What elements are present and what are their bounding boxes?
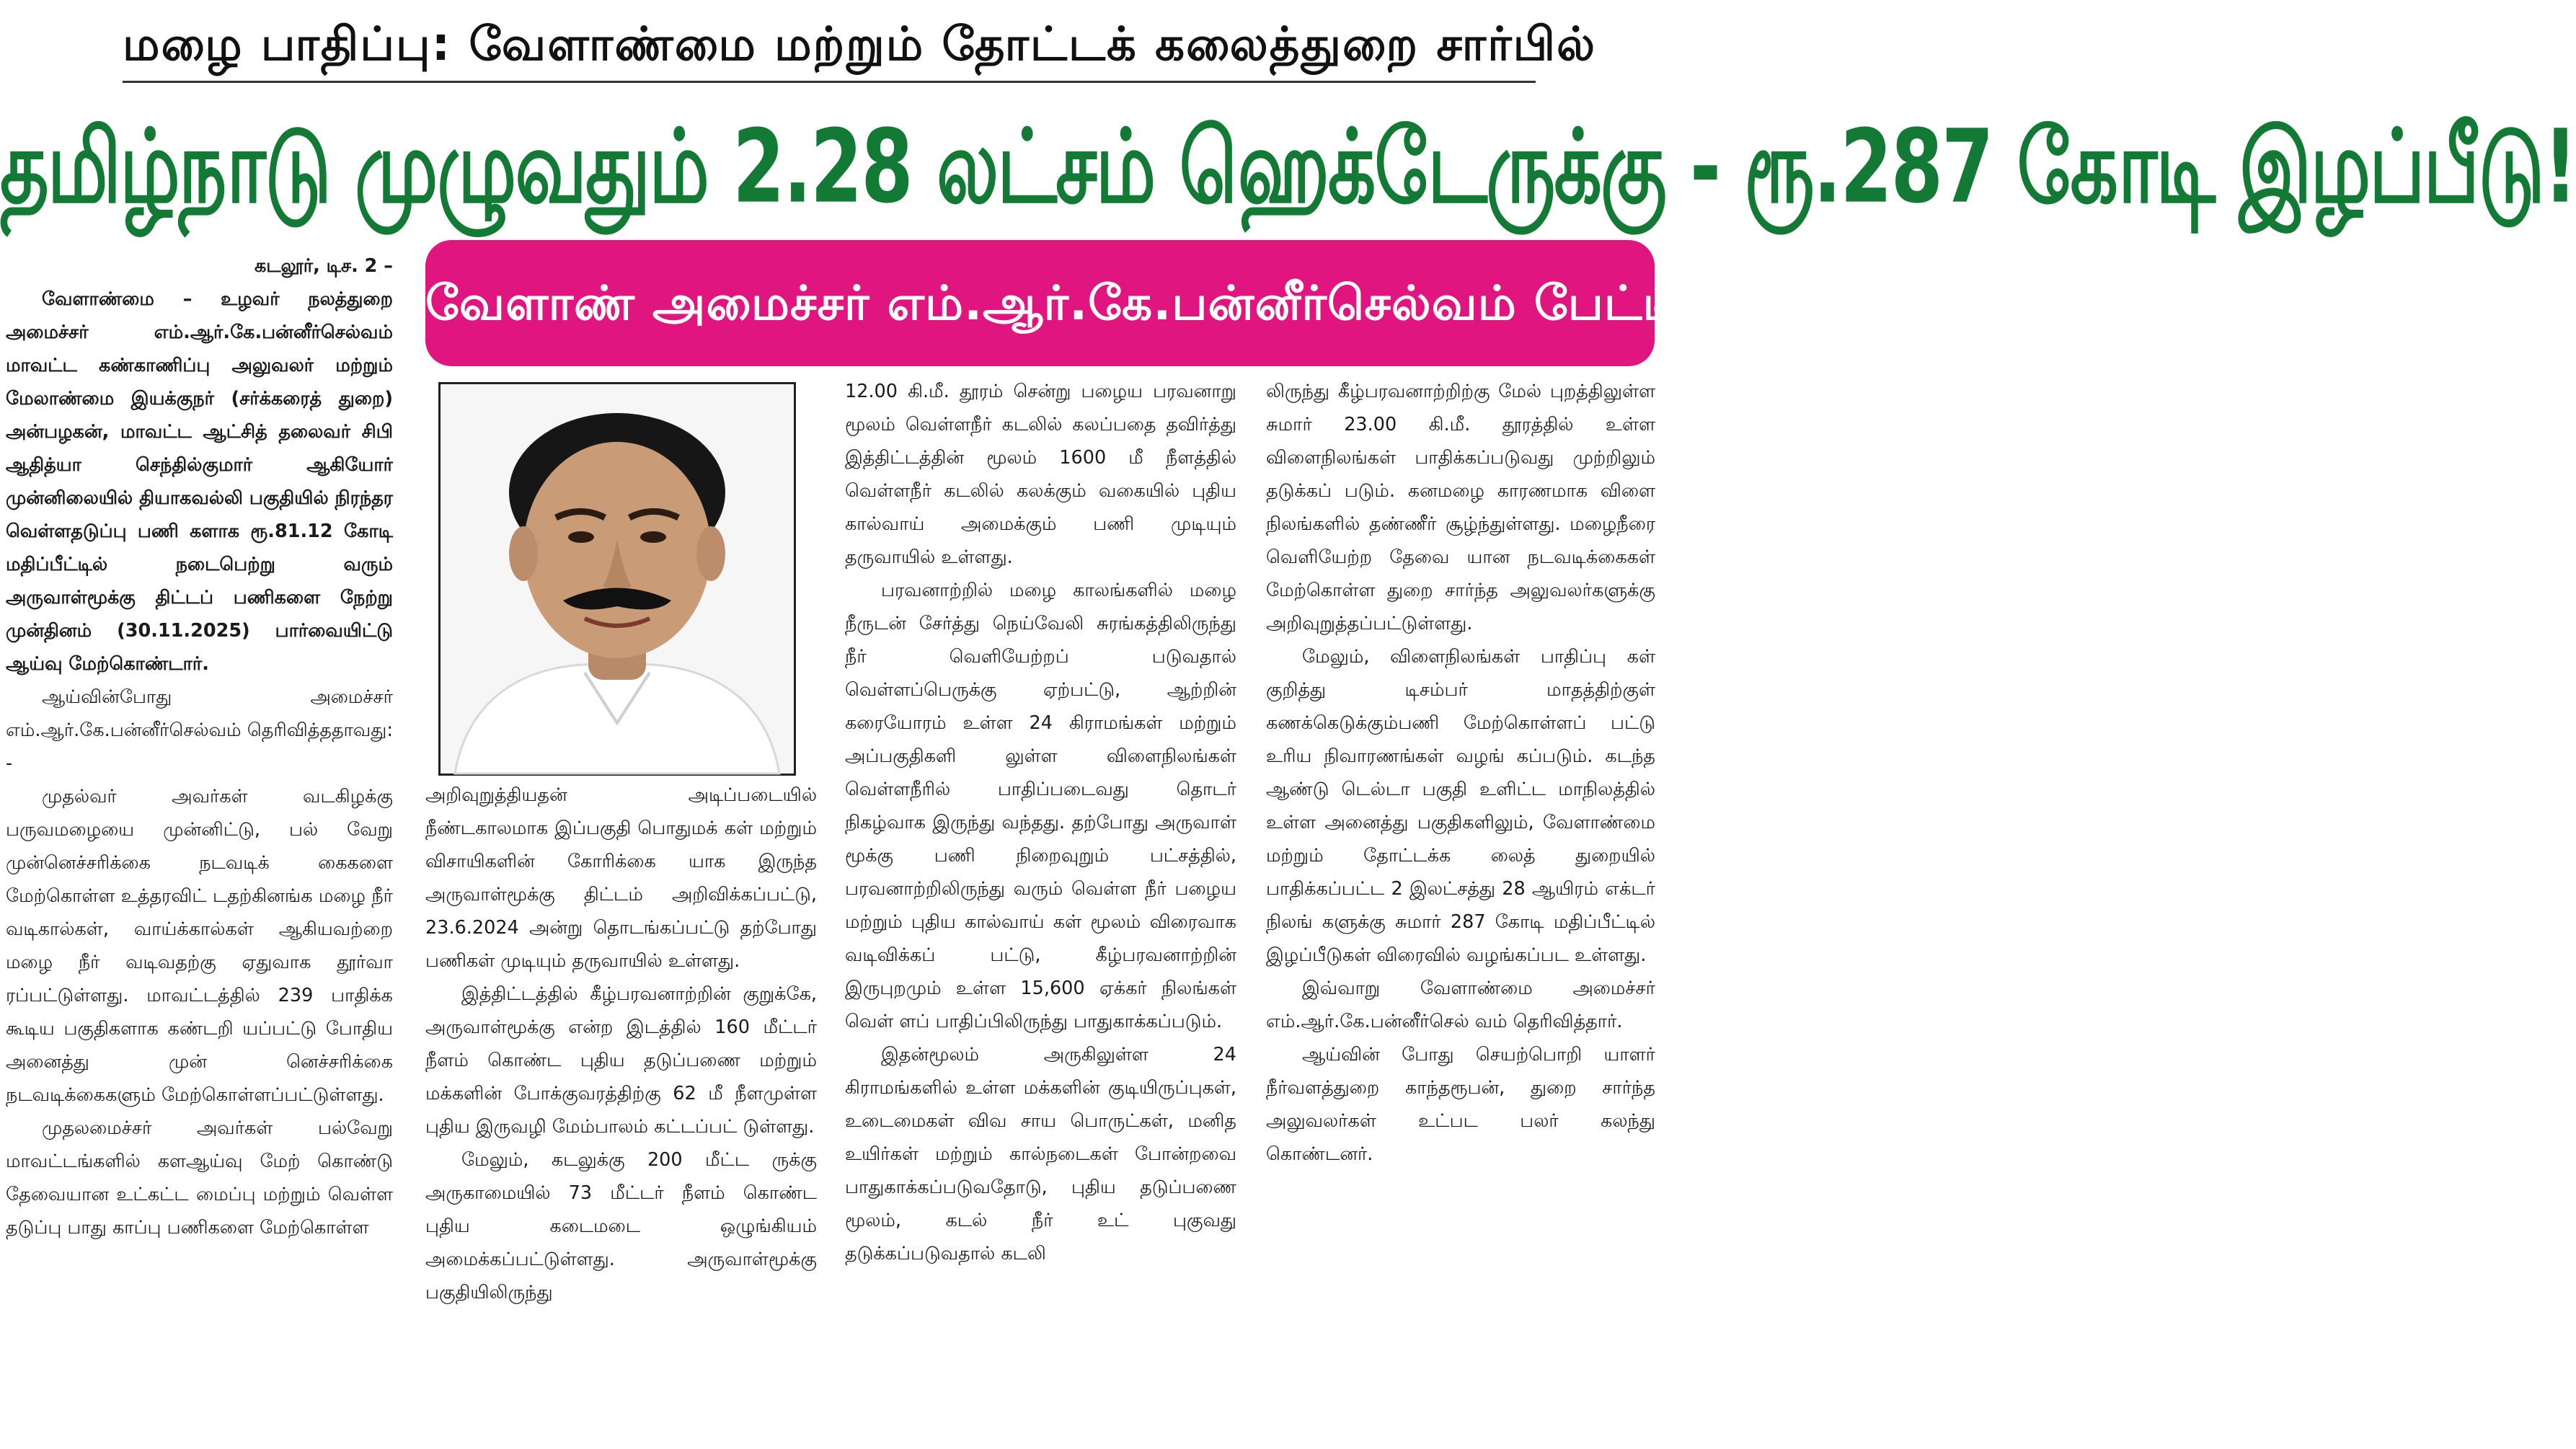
paragraph: மேலும், விளைநிலங்கள் பாதிப்பு கள் குறித்து டிசம்பர் மாதத்திற்குள் கணக்கெடுக்கும்பணி மேற்கொள்ளப் பட்டு உரிய நிவாரணங்கள் வழங் கப்படும். கடந்த ஆண்டு டெல்டா பகுதி உளிட்ட மாநிலத்தில் உள்ள அனைத்து பகுதிகளிலும், வேளாண்மை மற்றும் தோட்டக்க லைத் துறையில் பாதிக்கப்பட்ட 2 இலட்சத்து 28 ஆயிரம் எக்டர் நிலங் களுக்கு சுமார் 287 கோடி மதிப்பீட்டில் இழப்பீடுகள் விரைவில் வழங்கப்பட உள்ளது.: [1266, 646, 1655, 966]
lead-paragraph: வேளாண்மை – உழவர் நலத்துறை அமைச்சர் எம்.ஆர்.கே.பன்னீர்செல்வம் மாவட்ட கண்காணிப்பு அலுவலர் மற்றும் மேலாண்மை இயக்குநர் (சர்க்கரைத் துறை) அன்பழகன், மாவட்ட ஆட்சித் தலைவர் சிபி ஆதித்யா செந்தில்குமார் ஆகியோர் முன்னிலையில் தியாகவல்லி பகுதியில் நிரந்தர வெள்ளதடுப்பு பணி களாக ரூ.81.12 கோடி மதிப்பீட்டில் நடைபெற்று வரும் அருவாள்மூக்கு திட்டப் பணிகளை நேற்று முன்தினம் (30.11.2025) பார்வையிட்டு ஆய்வு மேற்கொண்டார்.: [6, 288, 393, 675]
paragraph: லிருந்து கீழ்பரவனாற்றிற்கு மேல் புறத்திலுள்ள சுமார் 23.00 கி.மீ. தூரத்தில் உள்ள விளைநிலங்கள் பாதிக்கப்படுவது முற்றிலும் தடுக்கப் படும். கனமழை காரணமாக விளை நிலங்களில் தண்ணீர் சூழ்ந்துள்ளது. மழைநீரை வெளியேற்ற தேவை யான நடவடிக்கைகள் மேற்கொள்ள துறை சார்ந்த அலுவலர்களுக்கு அறிவுறுத்தப்பட்டுள்ளது.: [1266, 381, 1655, 634]
kicker-headline: மழை பாதிப்பு: வேளாண்மை மற்றும் தோட்டக் கலைத்துறை சார்பில்: [123, 18, 1597, 71]
article-column-3: [845, 375, 1236, 1446]
article-column-1: [6, 249, 393, 1446]
paragraph: இத்திட்டத்தில் கீழ்பரவனாற்றின் குறுக்கே, அருவாள்மூக்கு என்ற இடத்தில் 160 மீட்டர் நீளம் கொண்ட புதிய தடுப்பணை மற்றும் மக்களின் போக்குவரத்திற்கு 62 மீ நீளமுள்ள புதிய இருவழி மேம்பாலம் கட்டப்பட் டுள்ளது.: [425, 983, 817, 1138]
dateline: கடலூர், டிச. 2 –: [254, 255, 393, 277]
paragraph: பரவனாற்றில் மழை காலங்களில் மழை நீருடன் சேர்த்து நெய்வேலி சுரங்கத்திலிருந்து நீர் வெளியேற்றப் படுவதால் வெள்ளப்பெருக்கு ஏற்பட்டு, ஆற்றின் கரையோரம் உள்ள 24 கிராமங்கள் மற்றும் அப்பகுதிகளி லுள்ள விளைநிலங்கள் வெள்ளநீரில் பாதிப்படைவது தொடர் நிகழ்வாக இருந்து வந்தது. தற்போது அருவாள் மூக்கு பணி நிறைவுறும் பட்சத்தில், பரவனாற்றிலிருந்து வரும் வெள்ள நீர் பழைய மற்றும் புதிய கால்வாய் கள் மூலம் விரைவாக வடிவிக்கப் பட்டு, கீழ்பரவனாற்றின் இருபுறமும் உள்ள 15,600 ஏக்கர் நிலங்கள் வெள் ளப் பாதிப்பிலிருந்து பாதுகாக்கப்படும்.: [845, 580, 1236, 1032]
paragraph: அறிவுறுத்தியதன் அடிப்படையில் நீண்டகாலமாக இப்பகுதி பொதுமக் கள் மற்றும் விசாயிகளின் கோரிக்கை யாக இருந்த அருவாள்மூக்கு திட்டம் அறிவிக்கப்பட்டு, 23.6.2024 அன்று தொடங்கப்பட்டு தற்போது பணிகள் முடியும் தருவாயில் உள்ளது.: [425, 784, 817, 972]
minister-portrait-image: [441, 384, 794, 774]
paragraph: முதலமைச்சர் அவர்கள் பல்வேறு மாவட்டங்களில் களஆய்வு மேற் கொண்டு தேவையான உட்கட்ட மைப்பு மற்றும் வெள்ள தடுப்பு பாது காப்பு பணிகளை மேற்கொள்ள: [6, 1117, 393, 1238]
subheadline-banner: [425, 240, 1704, 366]
main-headline: தமிழ்நாடு முழுவதும் 2.28 லட்சம் ஹெக்டேருக்கு - ரூ.287 கோடி இழப்பீடு!: [0, 107, 2576, 226]
paragraph: முதல்வர் அவர்கள் வடகிழக்கு பருவமழையை முன்னிட்டு, பல் வேறு முன்னெச்சரிக்கை நடவடிக் கைகளை மேற்கொள்ள உத்தரவிட் டதற்கினங்க மழை நீர் வடிகால்கள், வாய்க்கால்கள் ஆகியவற்றை மழை நீர் வடிவதற்கு ஏதுவாக தூர்வா ரப்பட்டுள்ளது. மாவட்டத்தில் 239 பாதிக்க கூடிய பகுதிகளாக கண்டறி யப்பட்டு போதிய அனைத்து முன் னெச்சரிக்கை நடவடிக்கைகளும் மேற்கொள்ளப்பட்டுள்ளது.: [6, 786, 393, 1106]
minister-photo: [438, 382, 796, 776]
paragraph: 12.00 கி.மீ. தூரம் சென்று பழைய பரவனாறு மூலம் வெள்ளநீர் கடலில் கலப்பதை தவிர்த்து இத்திட்டத்தின் மூலம் 1600 மீ நீளத்தில் வெள்ளநீர் கடலில் கலக்கும் வகையில் புதிய கால்வாய் அமைக்கும் பணி முடியும் தருவாயில் உள்ளது.: [845, 381, 1236, 568]
paragraph: ஆய்வின்போது அமைச்சர் எம்.ஆர்.கே.பன்னீர்செல்வம் தெரிவித்ததாவது: -: [6, 686, 393, 774]
paragraph: இவ்வாறு வேளாண்மை அமைச்சர் எம்.ஆர்.கே.பன்னீர்செல் வம் தெரிவித்தார்.: [1266, 978, 1655, 1032]
paragraph: இதன்மூலம் அருகிலுள்ள 24 கிராமங்களில் உள்ள மக்களின் குடியிருப்புகள், உடைமைகள் விவ சாய பொருட்கள், மனித உயிர்கள் மற்றும் கால்நடைகள் போன்றவை பாதுகாக்கப்படுவதோடு, புதிய தடுப்பணை மூலம், கடல் நீர் உட் புகுவது தடுக்கப்படுவதால் கடலி: [845, 1044, 1236, 1264]
article-column-4: [1266, 375, 1655, 1446]
paragraph: ஆய்வின் போது செயற்பொறி யாளர் நீர்வளத்துறை காந்தரூபன், துறை சார்ந்த அலுவலர்கள் உட்பட பலர் கலந்து கொண்டனர்.: [1266, 1044, 1655, 1165]
subheadline-text: வேளாண் அமைச்சர் எம்.ஆர்.கே.பன்னீர்செல்வம் பேட்டி!: [425, 275, 1704, 331]
article-column-2: [425, 779, 817, 1446]
paragraph: மேலும், கடலுக்கு 200 மீட்ட ருக்கு அருகாமையில் 73 மீட்டர் நீளம் கொண்ட புதிய கடைமடை ஒழுங்கியம் அமைக்கப்பட்டுள்ளது. அருவாள்மூக்கு பகுதியிலிருந்து: [425, 1149, 817, 1303]
